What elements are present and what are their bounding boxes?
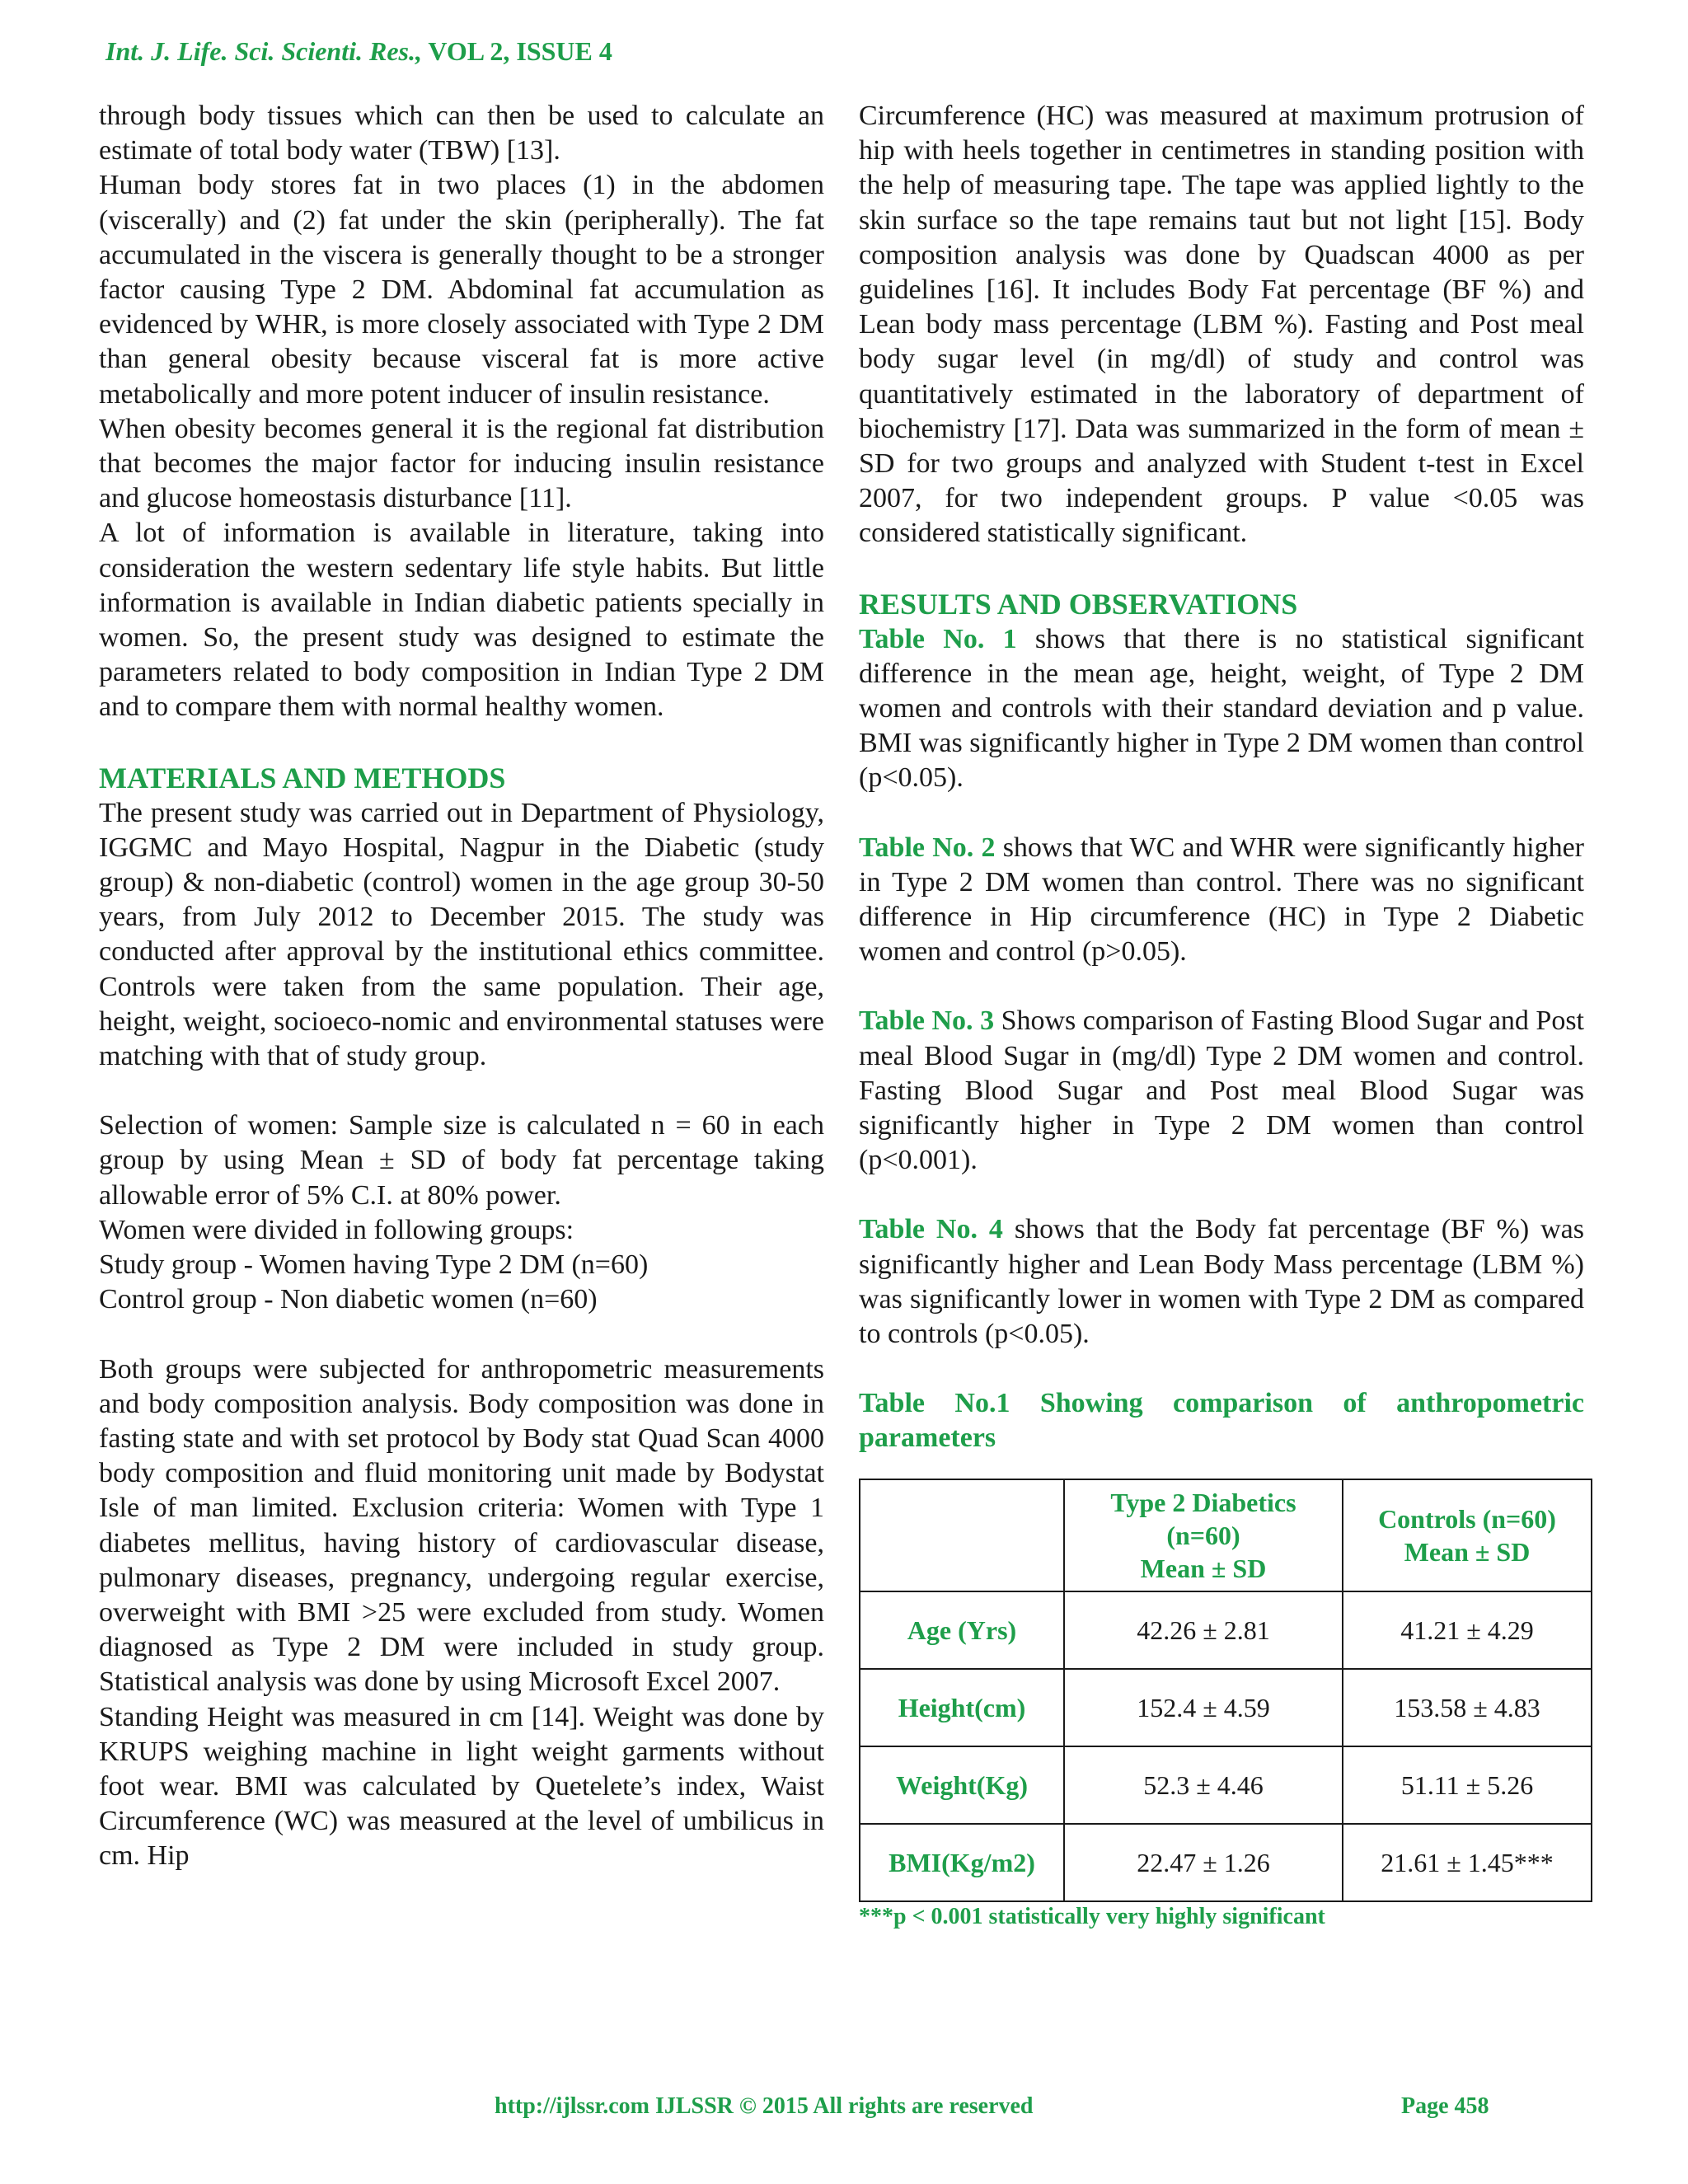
table-footnote: ***p < 0.001 statistically very highly significant [859,1904,1325,1930]
row-label: Age (Yrs) [860,1591,1064,1669]
table-ref-4[interactable]: Table No. 4 [859,1214,1003,1245]
diabetics-value: 52.3 ± 4.46 [1064,1746,1343,1824]
table-header-row [860,1479,1592,1591]
paragraph: through body tissues which can then be used to calculate an estimate of total body water (TBW) [13]. [99,101,824,166]
paragraph: Both groups were subjected for anthropometric measurements and body composition analysis. Body composition was done in fasting state and with set protocol by Body stat Quad Scan 4000 body composition and fluid monitoring unit made by Bodystat Isle of man limited. Exclusion criteria: Women with Type 1 diabetes mellitus, having history of cardiovascular disease, pulmonary diseases, pregnancy, undergoing regular exercise, overweight with BMI >25 were excluded from study. Women diagnosed as Type 2 DM were included in study group. Statistical analysis was done by using Microsoft Excel 2007. [99,1353,824,1698]
paragraph: Control group - Non diabetic women (n=60) [99,1284,598,1315]
table-ref-2[interactable]: Table No. 2 [859,832,996,863]
right-column [859,99,1584,1932]
paragraph: Women were divided in following groups: [99,1214,574,1245]
table-row [860,1669,1592,1746]
table-header-stub [860,1479,1064,1591]
table-row [860,1591,1592,1669]
paragraph: Human body stores fat in two places (1) in the abdomen (viscerally) and (2) fat under the skin (peripherally). The fat accumulated in the viscera is generally thought to be a stronger factor causing Type 2 DM. Abdominal fat accumulation as evidenced by WHR, is more closely associated with Type 2 DM than general obesity because visceral fat is more active metabolically and more potent inducer of insulin resistance. [99,170,824,410]
footer-url[interactable]: http://ijlssr.com IJLSSR © 2015 All rights are reserved [495,2093,1034,2119]
results-paragraph-1: Table No. 1 shows that there is no statistical significant difference in the mean age, height, weight, of Type 2 DM women and controls with their standard deviation and p value. BMI was significantly higher in Type 2 DM women than control (p<0.05). [859,623,1585,794]
page-number: Page 458 [1401,2093,1489,2119]
journal-name: Int. J. Life. Sci. Scienti. Res., [106,36,422,66]
paragraph: Selection of women: Sample size is calculated n = 60 in each group by using Mean ± SD of body fat percentage taking allowable error of 5% C.I. at 80% power. [99,1110,824,1211]
results-paragraph-4: Table No. 4 shows that the Body fat percentage (BF %) was significantly higher and Lean Body Mass percentage (LBM %) was significantly lower in women with Type 2 DM as compared to controls (p<0.05). [859,1214,1584,1350]
diabetics-value: 22.47 ± 1.26 [1064,1824,1343,1901]
paragraph: A lot of information is available in literature, taking into consideration the western sedentary life style habits. But little information is available in Indian diabetic patients specially in women. So, the present study was designed to estimate the parameters related to body composition in Indian Type 2 DM and to compare them with normal healthy women. [99,518,824,723]
paragraph: When obesity becomes general it is the regional fat distribution that becomes the major factor for inducing insulin resistance and glucose homeostasis disturbance [11]. [99,413,824,514]
table-ref-1[interactable]: Table No. 1 [859,623,1017,654]
methods-heading: MATERIALS AND METHODS [99,761,506,794]
left-column [99,99,824,1874]
controls-value: 41.21 ± 4.29 [1343,1591,1592,1669]
paragraph: Standing Height was measured in cm [14]. Weight was done by KRUPS weighing machine in light weight garments without foot wear. BMI was calculated by Quetelete’s index, Waist Circumference (WC) was measured at the level of umbilicus in cm. Hip [99,1701,824,1872]
controls-value: 153.58 ± 4.83 [1343,1669,1592,1746]
table-caption: Table No.1 Showing comparison of anthropometric parameters [859,1388,1584,1454]
paragraph: The present study was carried out in Department of Physiology, IGGMC and Mayo Hospital, Nagpur in the Diabetic (study group) & non-diabetic (control) women in the age group 30-50 years, from July 2012 to December 2015. The study was conducted after approval by the institutional ethics committee. Controls were taken from the same population. Their age, height, weight, socioeco-nomic and environmental statuses were matching with that of study group. [99,797,824,1072]
diabetics-value: 152.4 ± 4.59 [1064,1669,1343,1746]
row-label: Height(cm) [860,1669,1064,1746]
results-heading: RESULTS AND OBSERVATIONS [859,587,1298,621]
row-label: BMI(Kg/m2) [860,1824,1064,1901]
controls-value: 21.61 ± 1.45*** [1343,1824,1592,1901]
paragraph: Circumference (HC) was measured at maximum protrusion of hip with heels together in centimetres in standing position with the help of measuring tape. The tape was applied lightly to the skin surface so the tape remains taut but not light [15]. Body composition analysis was done by Quadscan 4000 as per guidelines [16]. It includes Body Fat percentage (BF %) and Lean body mass percentage (LBM %). Fasting and Post meal body sugar level (in mg/dl) of study and control was quantitatively estimated in the laboratory of department of biochemistry [17]. Data was summarized in the form of mean ± SD for two groups and analyzed with Student t-test in Excel 2007, for two independent groups. P value <0.05 was considered statistically significant. [859,101,1584,549]
journal-header [106,36,612,67]
anthropometric-table [859,1479,1592,1902]
results-paragraph-3: Table No. 3 Shows comparison of Fasting Blood Sugar and Post meal Blood Sugar in (mg/dl) Type 2 DM women and control. Fasting Blood Sugar and Post meal Blood Sugar was significantly higher in Type 2 DM women than control (p<0.001). [859,1005,1584,1176]
journal-volume: VOL 2, ISSUE 4 [422,36,612,66]
diabetics-value: 42.26 ± 2.81 [1064,1591,1343,1669]
table-header-controls: Controls (n=60) Mean ± SD [1343,1479,1592,1591]
controls-value: 51.11 ± 5.26 [1343,1746,1592,1824]
table-header-diabetics: Type 2 Diabetics (n=60) Mean ± SD [1064,1479,1343,1591]
paragraph: Study group - Women having Type 2 DM (n=60) [99,1249,649,1281]
table-ref-3[interactable]: Table No. 3 [859,1005,995,1037]
results-paragraph-2: Table No. 2 shows that WC and WHR were significantly higher in Type 2 DM women than control. There was no significant difference in Hip circumference (HC) in Type 2 Diabetic women and control (p>0.05). [859,832,1584,968]
table-row [860,1824,1592,1901]
row-label: Weight(Kg) [860,1746,1064,1824]
table-row [860,1746,1592,1824]
